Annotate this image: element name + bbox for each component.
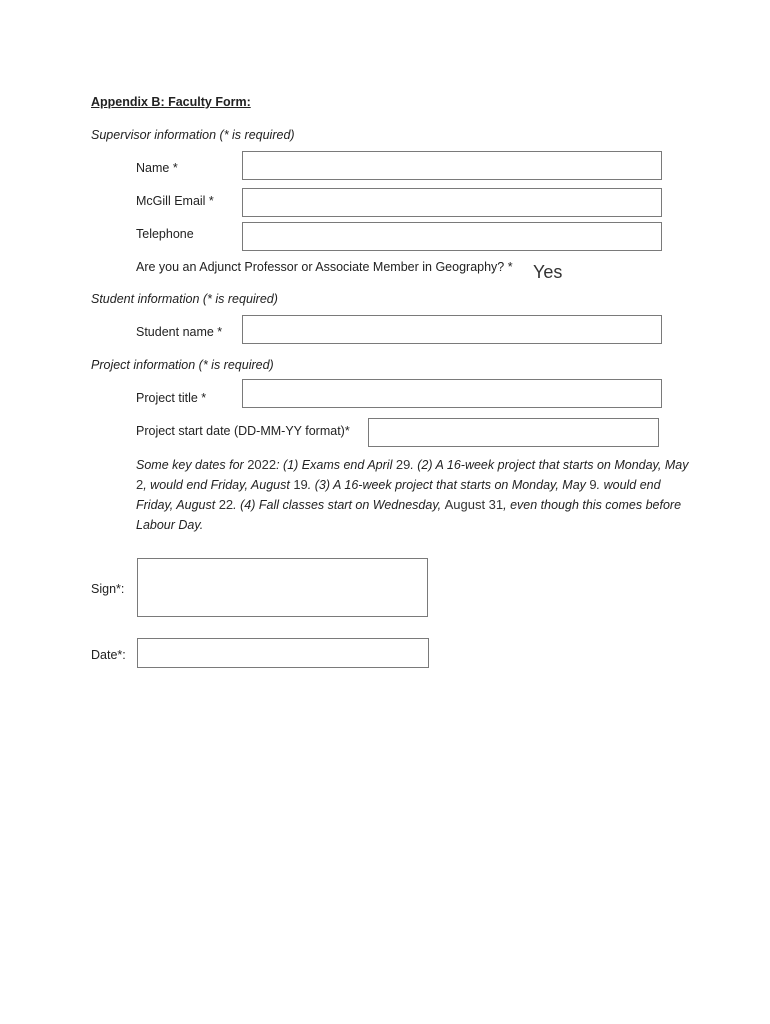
note-text-1: Some key dates for <box>136 458 244 472</box>
note-text-6: . would end Friday, August <box>136 478 661 512</box>
note-year-field[interactable]: 2022 <box>247 457 277 472</box>
note-text-4: , would end Friday, August <box>143 478 290 492</box>
page-title: Appendix B: Faculty Form: <box>91 95 251 109</box>
supervisor-heading: Supervisor information (* is required) <box>91 128 295 142</box>
telephone-field[interactable] <box>242 222 662 251</box>
note-text-5: . (3) A 16-week project that starts on Monday, May <box>307 478 586 492</box>
signature-field[interactable] <box>137 558 428 617</box>
adjunct-question: Are you an Adjunct Professor or Associate Member in Geography? * <box>136 260 513 274</box>
note-text-7: . (4) Fall classes start on Wednesday, <box>233 498 442 512</box>
student-name-label: Student name * <box>136 325 223 339</box>
key-dates-note <box>136 455 696 535</box>
email-field[interactable] <box>242 188 662 217</box>
student-heading: Student information (* is required) <box>91 292 278 306</box>
note-text-2: : (1) Exams end April <box>276 458 393 472</box>
email-label: McGill Email * <box>136 194 214 208</box>
note-may-day-1-field[interactable]: 2 <box>136 477 144 492</box>
start-date-field[interactable] <box>368 418 659 447</box>
note-exam-day-field[interactable]: 29 <box>395 457 411 472</box>
note-text-8: , even though this comes before Labour Day. <box>136 498 682 532</box>
sign-label: Sign*: <box>91 582 125 596</box>
student-name-field[interactable] <box>242 315 662 344</box>
project-title-label: Project title * <box>136 391 207 405</box>
note-aug-day-1-field[interactable]: 19 <box>293 477 308 492</box>
note-text-3: . (2) A 16-week project that starts on Monday, May <box>410 458 689 472</box>
name-field[interactable] <box>242 151 662 180</box>
start-date-label: Project start date (DD-MM-YY format)* <box>136 424 350 438</box>
note-fall-date-field[interactable]: August 31 <box>444 497 504 512</box>
adjunct-answer[interactable]: Yes <box>533 262 563 282</box>
date-label: Date*: <box>91 648 126 662</box>
note-may-day-2-field[interactable]: 9 <box>589 477 597 492</box>
note-aug-day-2-field[interactable]: 22 <box>218 497 234 512</box>
name-label: Name * <box>136 161 178 175</box>
date-field[interactable] <box>137 638 429 668</box>
telephone-label: Telephone <box>136 227 194 241</box>
project-title-field[interactable] <box>242 379 662 408</box>
project-heading: Project information (* is required) <box>91 358 274 372</box>
